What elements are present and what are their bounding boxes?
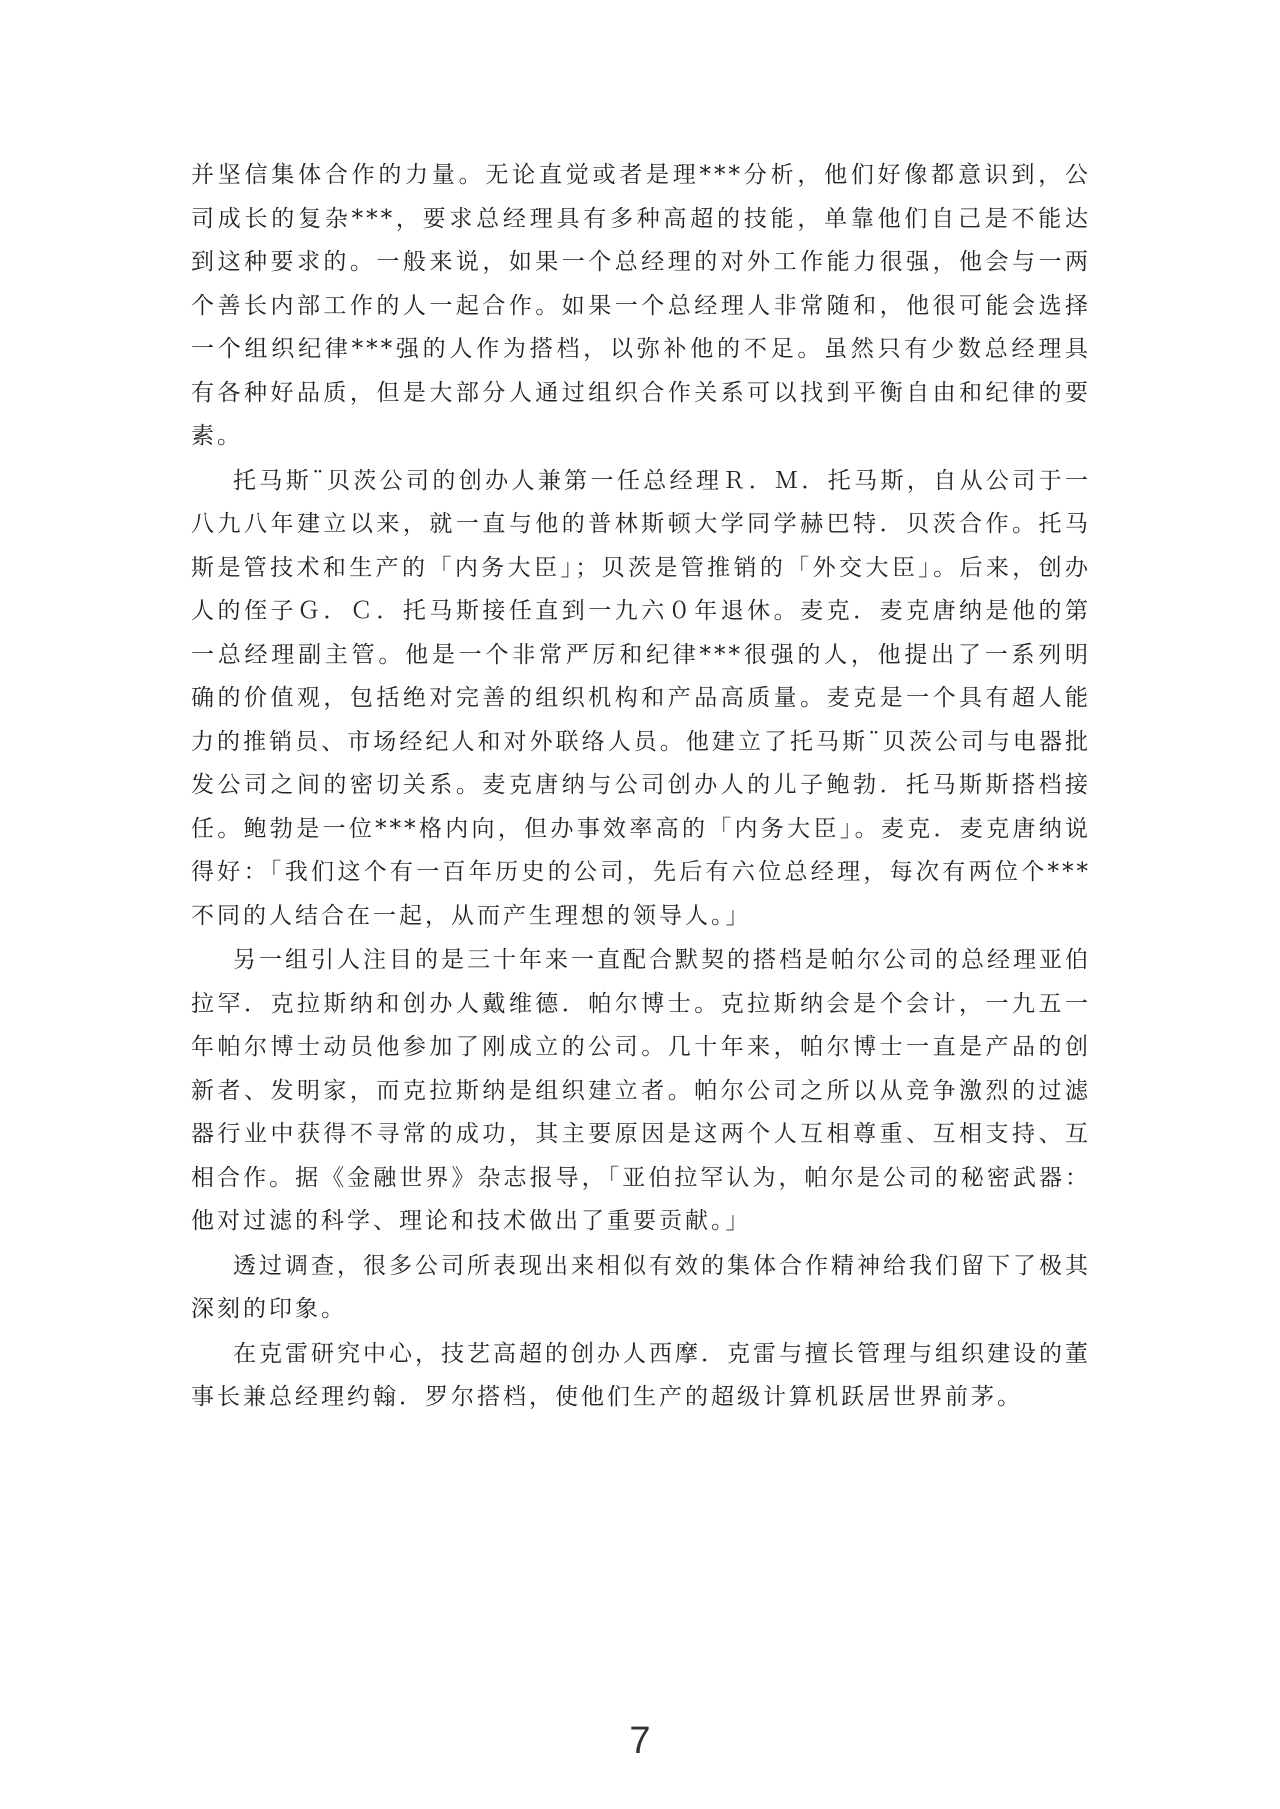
paragraph-3: 另一组引人注目的是三十年来一直配合默契的搭档是帕尔公司的总经理亚伯拉罕．克拉斯纳和创办人戴维德．帕尔博士。克拉斯纳会是个会计，一九五一年帕尔博士动员他参加了刚成立的公司。几十年来，帕尔博士一直是产品的创新者、发明家，而克拉斯纳是组织建立者。帕尔公司之所以从竞争激烈的过滤器行业中获得不寻常的成功，其主要原因是这两个人互相尊重、互相支持、互相合作。据《金融世界》杂志报导，「亚伯拉罕认为，帕尔是公司的秘密武器：他对过滤的科学、理论和技术做出了重要贡献。」 xyxy=(191,947,1091,1234)
page-number: 7 xyxy=(629,1720,651,1762)
paragraph-2: 托马斯¨贝茨公司的创办人兼第一任总经理Ｒ．Ｍ．托马斯，自从公司于一八九八年建立以来，就一直与他的普林斯顿大学同学赫巴特．贝茨合作。托马斯是管技术和生产的「内务大臣」；贝茨是管推销的「外交大臣」。后来，创办人的侄子Ｇ．Ｃ．托马斯接任直到一九六０年退休。麦克．麦克唐纳是他的第一总经理副主管。他是一个非常严厉和纪律***很强的人，他提出了一系列明确的价值观，包括绝对完善的组织机构和产品高质量。麦克是一个具有超人能力的推销员、市场经纪人和对外联络人员。他建立了托马斯¨贝茨公司与电器批发公司之间的密切关系。麦克唐纳与公司创办人的儿子鲍勃．托马斯斯搭档接任。鲍勃是一位***格内向，但办事效率高的「内务大臣」。麦克．麦克唐纳说得好：「我们这个有一百年历史的公司，先后有六位总经理，每次有两位个***不同的人结合在一起，从而产生理想的领导人。」 xyxy=(191,467,1091,929)
paragraph-4: 透过调查，很多公司所表现出来相似有效的集体合作精神给我们留下了极其深刻的印象。 xyxy=(191,1252,1091,1322)
paragraph-5: 在克雷研究中心，技艺高超的创办人西摩．克雷与擅长管理与组织建设的董事长兼总经理约翰．罗尔搭档，使他们生产的超级计算机跃居世界前茅。 xyxy=(191,1340,1091,1410)
paragraph-1: 并坚信集体合作的力量。无论直觉或者是理***分析，他们好像都意识到，公司成长的复杂***，要求总经理具有多种高超的技能，单靠他们自己是不能达到这种要求的。一般来说，如果一个总经理的对外工作能力很强，他会与一两个善长内部工作的人一起合作。如果一个总经理人非常随和，他很可能会选择一个组织纪律***强的人作为搭档，以弥补他的不足。虽然只有少数总经理具有各种好品质，但是大部分人通过组织合作关系可以找到平衡自由和纪律的要素。 xyxy=(191,162,1091,449)
body-text xyxy=(191,154,1091,1421)
